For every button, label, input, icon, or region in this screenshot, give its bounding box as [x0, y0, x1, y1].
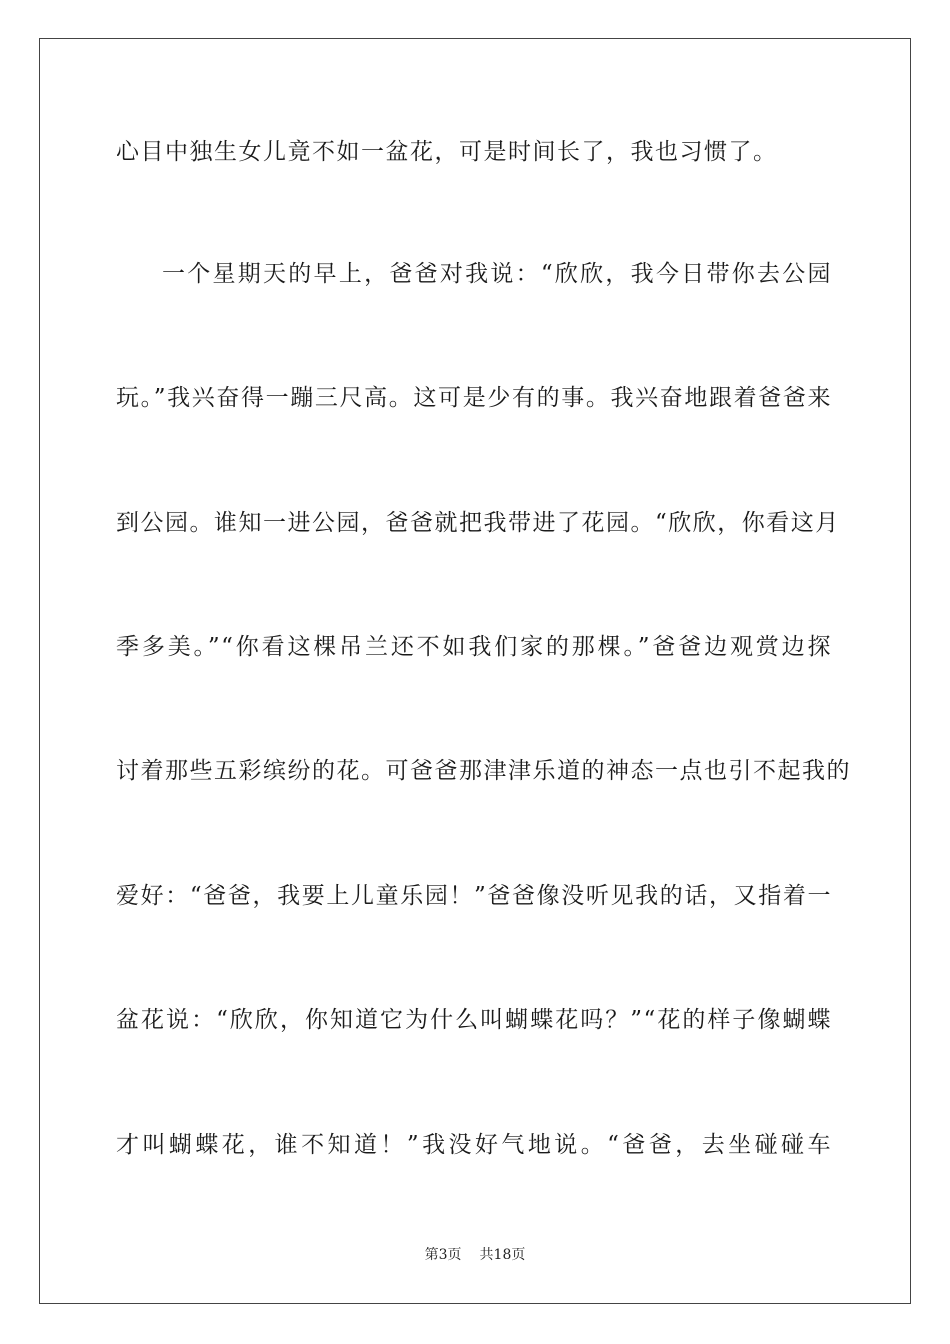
- text-line-9: 才叫蝴蝶花，谁不知道！”我没好气地说。“爸爸，去坐碰碰车: [116, 1132, 832, 1158]
- text-line-6: 讨着那些五彩缤纷的花。可爸爸那津津乐道的神态一点也引不起我的: [116, 758, 851, 784]
- text-line-1: 心目中独生女儿竟不如一盆花，可是时间长了，我也习惯了。: [116, 139, 778, 165]
- text-line-2: 一个星期天的早上，爸爸对我说：“欣欣，我今日带你去公园: [162, 261, 832, 287]
- text-line-3: 玩。”我兴奋得一蹦三尺高。这可是少有的事。我兴奋地跟着爸爸来: [116, 385, 832, 411]
- page-number: 第3页: [424, 1247, 462, 1263]
- text-line-7: 爱好：“爸爸，我要上儿童乐园！”爸爸像没听见我的话，又指着一: [116, 883, 832, 909]
- text-line-5: 季多美。”“你看这棵吊兰还不如我们家的那棵。”爸爸边观赏边探: [116, 634, 832, 660]
- text-line-4: 到公园。谁知一进公园，爸爸就把我带进了花园。“欣欣，你看这月: [116, 510, 840, 536]
- page-border: [39, 38, 911, 1304]
- page-footer: [0, 1246, 950, 1264]
- page-total: 共18页: [479, 1247, 526, 1263]
- text-line-8: 盆花说：“欣欣，你知道它为什么叫蝴蝶花吗？”“花的样子像蝴蝶: [116, 1007, 832, 1033]
